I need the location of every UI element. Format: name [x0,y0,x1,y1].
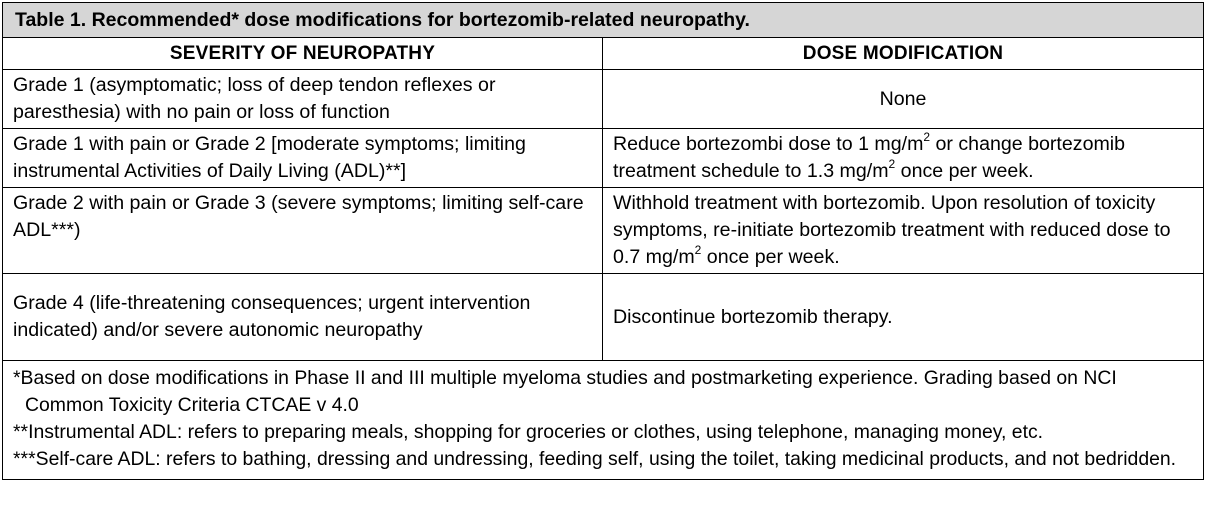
table-row [3,274,1204,361]
table-row [3,188,1204,274]
modification-cell: Discontinue bortezomib therapy. [603,274,1204,361]
footnotes-row [3,361,1204,480]
modification-cell [603,129,1204,188]
modification-text: once per week. [895,160,1034,182]
header-dose-modification: DOSE MODIFICATION [603,38,1204,70]
footnotes [3,361,1204,480]
dose-modification-table [2,2,1204,480]
severity-cell: Grade 2 with pain or Grade 3 (severe symptoms; limiting self-care ADL***) [3,188,603,274]
table-caption: Table 1. Recommended* dose modifications for bortezomib-related neuropathy. [3,3,1204,38]
superscript: 2 [923,130,931,145]
footnote: ***Self-care ADL: refers to bathing, dressing and undressing, feeding self, using the toilet, taking medicinal products, and not bedridden. [13,448,1177,470]
modification-text: Withhold treatment with bortezomib. Upon resolution of toxicity symptoms, re-initiate bortezomib treatment with reduced dose to 0.7 mg/m [613,192,1171,268]
table-row [3,129,1204,188]
modification-text: or change bortezomib treatment schedule to 1.3 mg/m [613,133,1126,182]
severity-cell: Grade 1 with pain or Grade 2 [moderate symptoms; limiting instrumental Activities of Daily Living (ADL)**] [3,129,603,188]
table-row [3,70,1204,129]
header-severity: SEVERITY OF NEUROPATHY [3,38,603,70]
modification-text: once per week. [701,246,840,268]
severity-cell: Grade 4 (life-threatening consequences; urgent intervention indicated) and/or severe autonomic neuropathy [3,274,603,361]
superscript: 2 [888,157,896,172]
superscript: 2 [694,243,702,258]
document [2,2,1203,510]
modification-text: Reduce bortezombi dose to 1 mg/m [613,133,924,155]
caption-row [3,3,1204,38]
header-row [3,38,1204,70]
modification-cell [603,188,1204,274]
modification-cell: None [603,70,1204,129]
severity-cell: Grade 1 (asymptomatic; loss of deep tendon reflexes or paresthesia) with no pain or loss of function [3,70,603,129]
footnote: *Based on dose modifications in Phase II and III multiple myeloma studies and postmarketing experience. Grading based on NCI Common Toxicity Criteria CTCAE v 4.0 [13,367,1117,416]
footnote: **Instrumental ADL: refers to preparing meals, shopping for groceries or clothes, using telephone, managing money, etc. [13,421,1044,443]
